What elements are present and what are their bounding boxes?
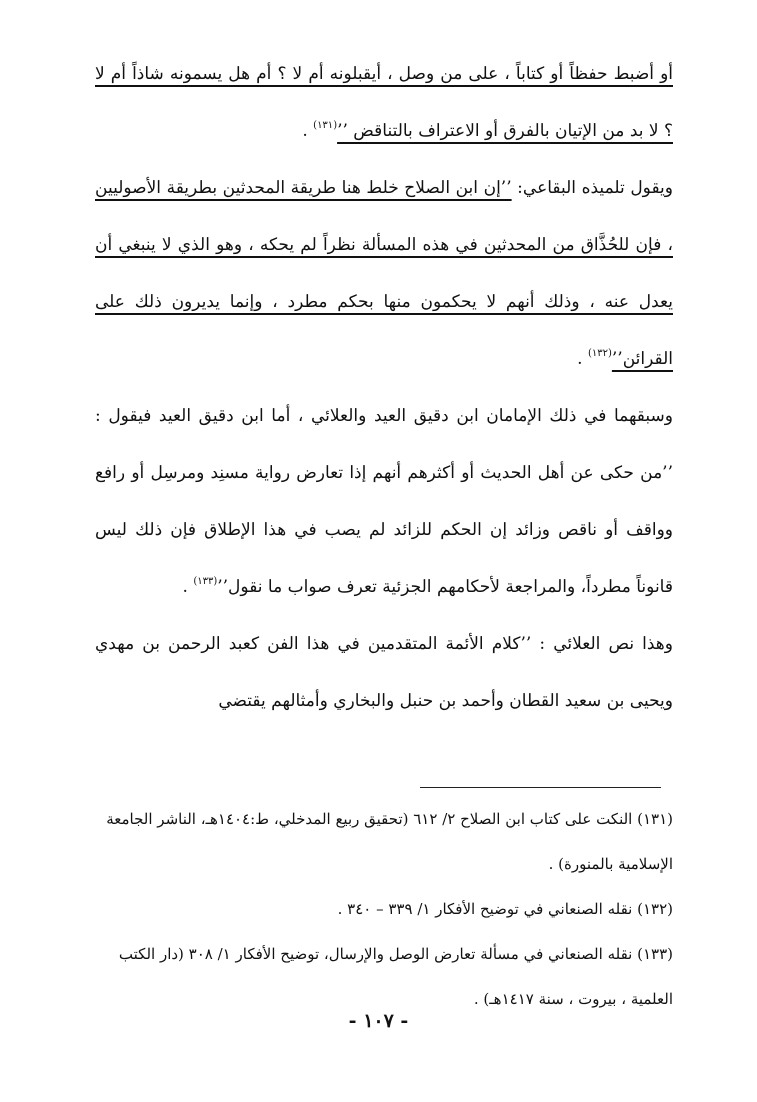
quoted-text: أو أضبط حفظاً أو كتاباً ، على من وصل ، أيقبلونه أم لا ؟ أم هل يسمونه شاذاً أم لا ؟ لا بد من الإتيان بالفرق أو الاعتراف بالتناقض ’’ [95,64,673,141]
paragraph-2 [95,160,673,388]
paragraph-4 [95,616,673,730]
footnote-ref-131: (١٣١) [313,120,338,131]
footnotes [95,797,673,1022]
footnote-ref-133: (١٣٣) [193,576,218,587]
footnote-divider [420,787,661,788]
paragraph-text: وسبقهما في ذلك الإمامان ابن دقيق العيد والعلائي ، أما ابن دقيق العيد فيقول : ’’من حكى عن أهل الحديث أو أكثرهم أنهم إذا تعارض رواية مسنِد ومرسِل أو رافع وواقف أو ناقص وزائد إن الحكم للزائد لم يصب في هذا الإطلاق فإن ذلك ليس قانوناً مطرداً، والمراجعة لأحكامهم الجزئية تعرف صواب ما نقول’’ [95,406,673,597]
paragraph-3 [95,388,673,616]
footnote-ref-132: (١٣٢) [587,348,612,359]
footnote-132: (١٣٢) نقله الصنعاني في توضيح الأفكار ١/ ٣٣٩ – ٣٤٠ . [337,900,673,918]
quoted-text: ’’إن ابن الصلاح خلط هنا طريقة المحدثين بطريقة الأصوليين ، فإن للحُذَّاق من المحدثين في هذه المسألة نظراً لم يحكه ، وهو الذي لا ينبغي أن يعدل عنه ، وذلك أنهم لا يحكمون منها بحكم مطرد ، وإنما يديرون ذلك على القرائن’’ [95,178,673,369]
page-number: - ١٠٧ - [348,1010,409,1032]
sentence-end: . [182,577,194,597]
paragraph-intro: ويقول تلميذه البقاعي: [511,178,673,198]
footnote-131: (١٣١) النكت على كتاب ابن الصلاح ٢/ ٦١٢ (تحقيق ربيع المدخلي، ط:١٤٠٤هـ، الناشر الجامعة الإسلامية بالمنورة) . [106,810,673,873]
main-text [95,46,673,730]
sentence-end: . [577,349,588,369]
sentence-end: . [302,121,314,141]
footnote-133: (١٣٣) نقله الصنعاني في مسألة تعارض الوصل والإرسال، توضيح الأفكار ١/ ٣٠٨ (دار الكتب العلمية ، بيروت ، سنة ١٤١٧هـ) . [118,945,673,1008]
paragraph-1 [95,46,673,160]
paragraph-text: وهذا نص العلائي : ’’كلام الأئمة المتقدمين في هذا الفن كعبد الرحمن بن مهدي ويحيى بن سعيد القطان وأحمد بن حنبل والبخاري وأمثالهم يقتضي [95,634,673,711]
